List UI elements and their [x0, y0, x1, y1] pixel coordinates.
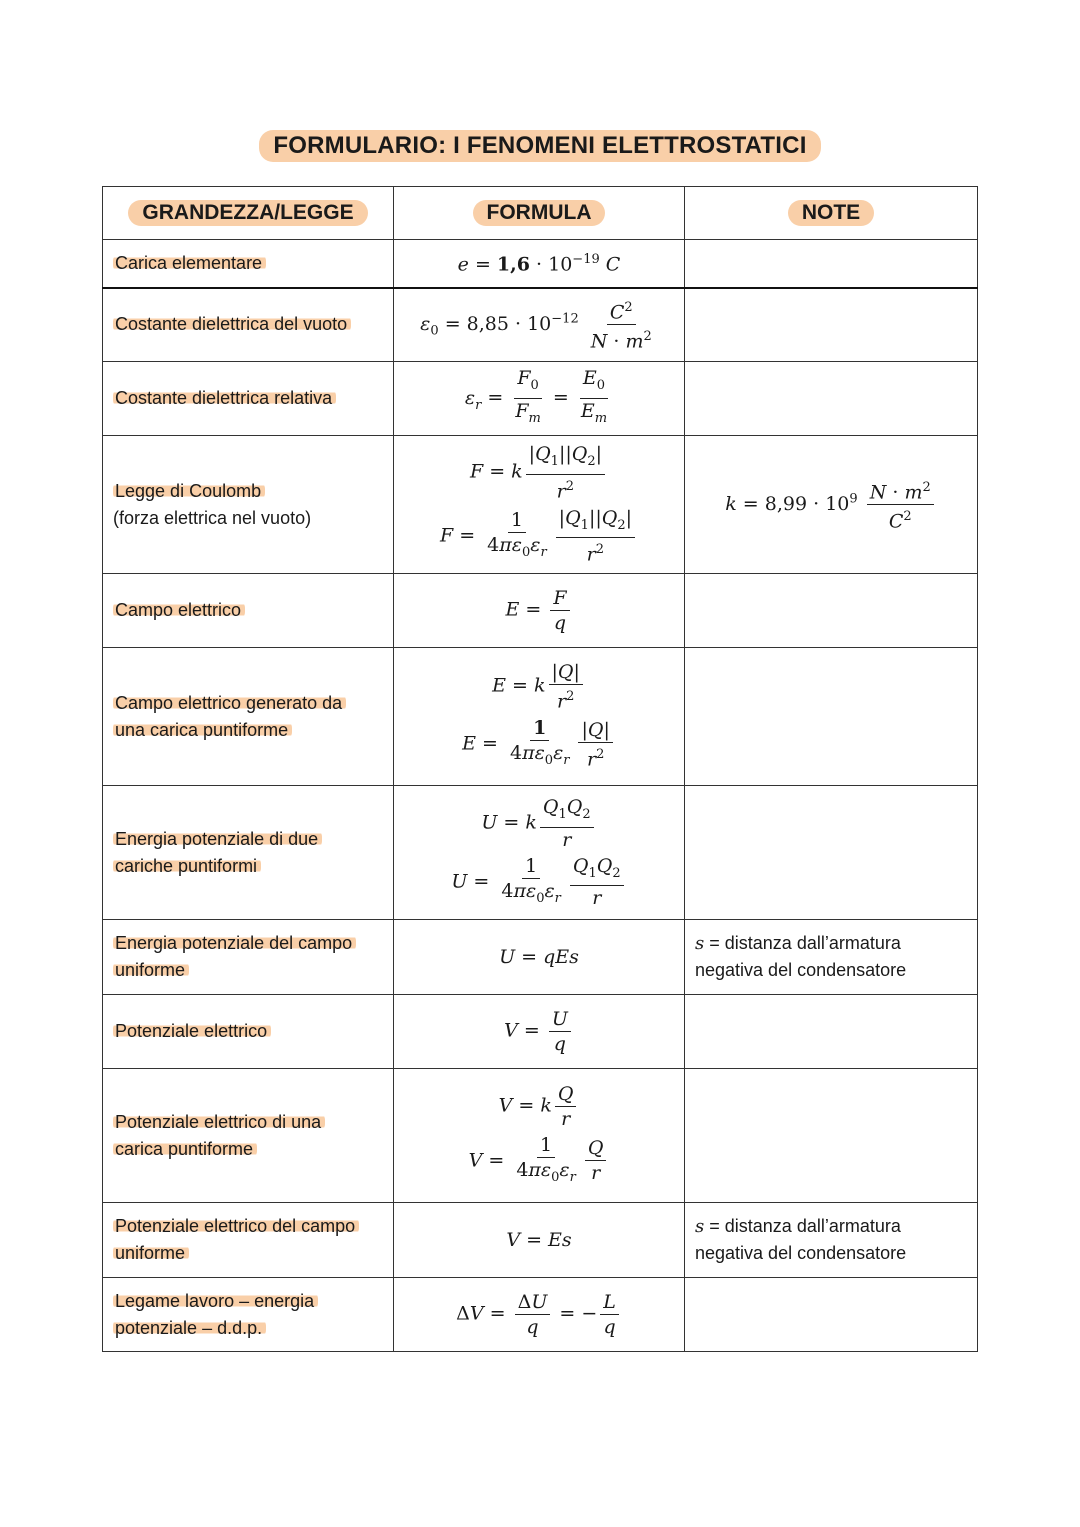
formula-point-charge-potential: V = k $\frac{Q}{r}$ V = $\frac{1}{4\pi\varepsilon_0\varepsilon_r}$ $\frac{Q}{r}$ — [394, 1069, 685, 1203]
row-name: Legame lavoro – energia potenziale – d.d.p. — [103, 1278, 394, 1352]
page-title-text: FORMULARIO: I FENOMENI ELETTROSTATICI — [259, 130, 820, 162]
row-note — [685, 648, 978, 786]
table-row — [103, 288, 978, 362]
row-note — [685, 574, 978, 648]
formula-relative-permittivity: $\varepsilon_r$ = $\frac{F_0}{F_m}$ = $\frac{E_0}{E_m}$ — [394, 362, 685, 436]
row-name: Potenziale elettrico di una carica puntiforme — [103, 1069, 394, 1203]
row-note — [685, 288, 978, 362]
table-row — [103, 362, 978, 436]
row-note — [685, 240, 978, 288]
row-name: Costante dielettrica relativa — [103, 362, 394, 436]
table-row — [103, 1069, 978, 1203]
formula-coulomb-law: F = k $\frac{|Q_1||Q_2|}{r^2}$ F = $\frac{1}{4\pi\varepsilon_0\varepsilon_r}$ $\frac{|Q_1||Q_2|}{r^2}$ — [394, 436, 685, 574]
row-note — [685, 1069, 978, 1203]
table-header-row — [103, 187, 978, 240]
table-row — [103, 1203, 978, 1278]
formula-electric-potential: V = $\frac{U}{q}$ — [394, 995, 685, 1069]
formula-elementary-charge: $e = 1,6 \cdot 10^{-19}$ C — [394, 240, 685, 288]
table-row — [103, 648, 978, 786]
row-name: Campo elettrico generato da una carica puntiforme — [103, 648, 394, 786]
table-row — [103, 574, 978, 648]
formula-electric-field: E = $\frac{F}{q}$ — [394, 574, 685, 648]
row-name: Costante dielettrica del vuoto — [103, 288, 394, 362]
table-row — [103, 920, 978, 995]
table-row — [103, 786, 978, 920]
formula-potential-energy-two-charges: U = k $\frac{Q_1Q_2}{r}$ U = $\frac{1}{4\pi\varepsilon_0\varepsilon_r}$ $\frac{Q_1Q_2}{r}$ — [394, 786, 685, 920]
table-row — [103, 240, 978, 288]
row-name: Potenziale elettrico del campo uniforme — [103, 1203, 394, 1278]
formula-table — [102, 186, 978, 1352]
row-note — [685, 1278, 978, 1352]
row-name: Potenziale elettrico — [103, 995, 394, 1069]
row-name: Carica elementare — [103, 240, 394, 288]
formula-work-energy-relation: ΔV = $\frac{\Delta U}{q}$ = − $\frac{L}{q}$ — [394, 1278, 685, 1352]
row-note — [685, 995, 978, 1069]
page-title — [0, 130, 1080, 162]
row-note: s = distanza dall’armatura negativa del condensatore — [685, 1203, 978, 1278]
row-name: Energia potenziale di due cariche puntiformi — [103, 786, 394, 920]
row-name: Energia potenziale del campo uniforme — [103, 920, 394, 995]
table-row — [103, 1278, 978, 1352]
table-row — [103, 995, 978, 1069]
row-name: Legge di Coulomb (forza elettrica nel vuoto) — [103, 436, 394, 574]
note-coulomb-constant: $k = 8,99 \cdot 10^9$ $\frac{N \cdot m^2}{C^2}$ — [685, 436, 978, 574]
formula-point-charge-field: E = k $\frac{|Q|}{r^2}$ E = $\frac{1}{4\pi\varepsilon_0\varepsilon_r}$ $\frac{|Q|}{r^2}$ — [394, 648, 685, 786]
formula-vacuum-permittivity: $\varepsilon_0 = 8,85 \cdot 10^{-12}$ $\frac{C^2}{N \cdot m^2}$ — [394, 288, 685, 362]
row-note: s = distanza dall’armatura negativa del condensatore — [685, 920, 978, 995]
row-note — [685, 362, 978, 436]
row-note — [685, 786, 978, 920]
table-row — [103, 436, 978, 574]
header-formula: FORMULA — [394, 187, 685, 240]
row-name: Campo elettrico — [103, 574, 394, 648]
header-notes: NOTE — [685, 187, 978, 240]
header-quantity: GRANDEZZA/LEGGE — [103, 187, 394, 240]
formula-uniform-field-potential: V = Es — [394, 1203, 685, 1278]
formula-uniform-field-energy: U = qEs — [394, 920, 685, 995]
